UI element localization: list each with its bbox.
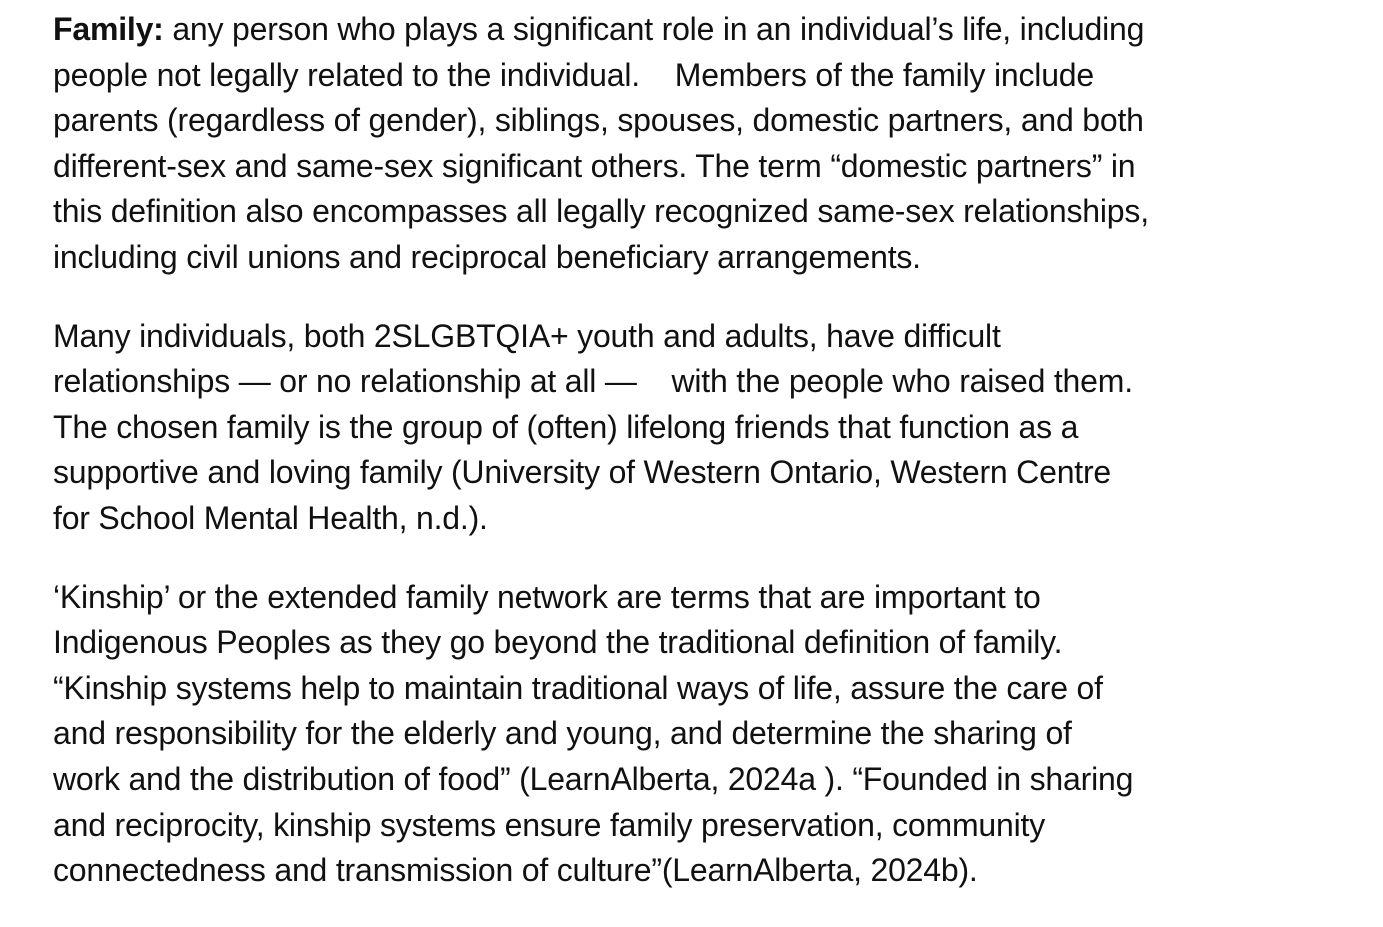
text-line: work and the distribution of food” (LearnAlberta, 2024a ). “Founded in sharing <box>53 760 1134 797</box>
term-family: Family: <box>53 11 164 47</box>
text-line: connectedness and transmission of culture”(LearnAlberta, 2024b). <box>53 852 978 889</box>
text-line: this definition also encompasses all legally recognized same-sex relationships, <box>53 193 1149 230</box>
paragraph-kinship <box>53 575 1373 894</box>
text-line: and reciprocity, kinship systems ensure family preservation, community <box>53 806 1046 843</box>
text-line: parents (regardless of gender), siblings, spouses, domestic partners, and both <box>53 102 1144 139</box>
text-line: Many individuals, both 2SLGBTQIA+ youth and adults, have difficult <box>53 317 1001 354</box>
text-line: relationships — or no relationship at all — with the people who raised them. <box>53 363 1133 400</box>
text-line: for School Mental Health, n.d.). <box>53 499 488 536</box>
text-line: Indigenous Peoples as they go beyond the traditional definition of family. <box>53 624 1063 661</box>
text-segment: any person who plays a significant role in an individual’s life, including <box>163 11 1145 47</box>
text-line <box>53 7 1373 53</box>
text-line: ‘Kinship’ or the extended family network are terms that are important to <box>53 578 1041 615</box>
paragraph-family-definition <box>53 7 1373 281</box>
text-line: supportive and loving family (University of Western Ontario, Western Centre <box>53 454 1112 491</box>
text-line: The chosen family is the group of (often) lifelong friends that function as a <box>53 408 1079 445</box>
text-line: people not legally related to the individual. Members of the family include <box>53 56 1094 93</box>
text-line: including civil unions and reciprocal beneficiary arrangements. <box>53 238 921 275</box>
paragraph-chosen-family <box>53 314 1373 542</box>
text-line: different-sex and same-sex significant others. The term “domestic partners” in <box>53 147 1136 184</box>
document-body <box>53 7 1373 927</box>
text-line: and responsibility for the elderly and young, and determine the sharing of <box>53 715 1072 752</box>
text-line: “Kinship systems help to maintain traditional ways of life, assure the care of <box>53 669 1103 706</box>
